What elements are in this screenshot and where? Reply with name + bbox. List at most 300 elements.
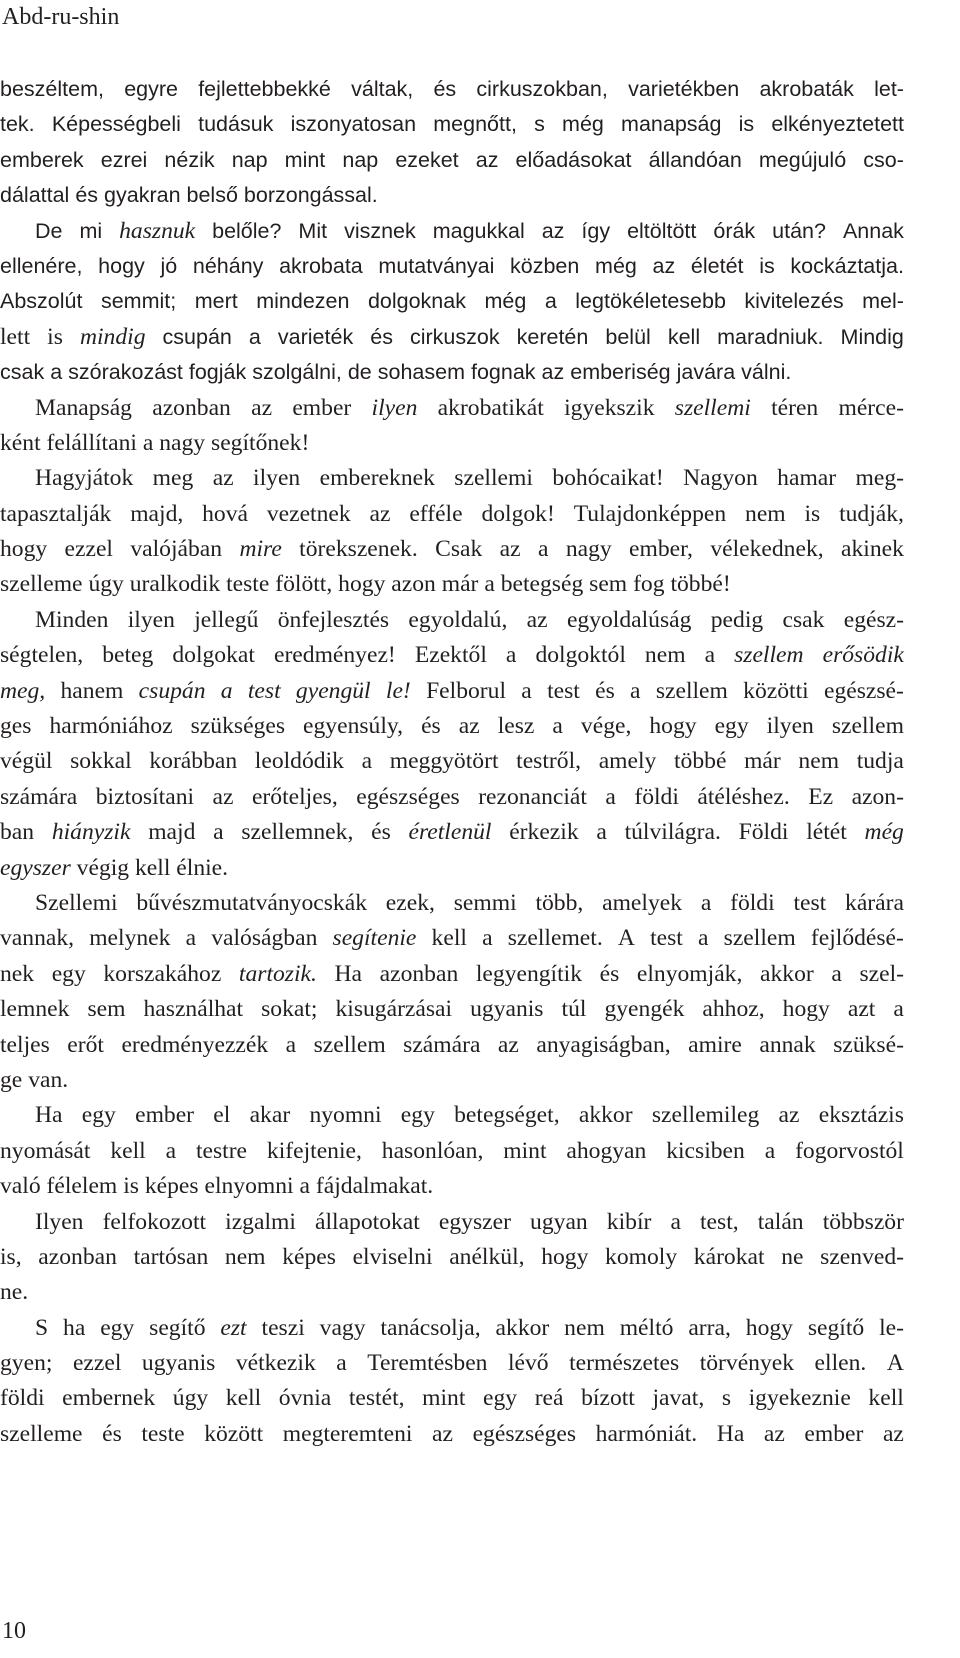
- word: harmóniához: [49, 713, 173, 740]
- word: kell: [868, 1385, 904, 1412]
- word: szüksé-: [833, 1031, 904, 1058]
- word: az: [526, 606, 548, 633]
- word: bohócaikat!: [552, 465, 664, 492]
- word: tapasztalják: [0, 500, 112, 527]
- page-number: 10: [2, 1618, 26, 1644]
- word: a: [670, 1208, 681, 1235]
- word: pedig: [710, 606, 764, 633]
- word: gyengék: [604, 996, 685, 1023]
- word: átéléshez.: [697, 783, 790, 810]
- word: hová: [202, 500, 248, 527]
- word: dolgokat: [172, 642, 255, 669]
- word: a: [893, 996, 904, 1023]
- word: nézik: [164, 147, 215, 172]
- word: Csak: [435, 536, 483, 563]
- word: így: [581, 218, 611, 243]
- word: vélekednek,: [710, 536, 824, 563]
- word: nap: [231, 147, 268, 172]
- word: test,: [700, 1208, 739, 1235]
- word: életét: [690, 253, 744, 278]
- text-line: [0, 355, 904, 390]
- word: sokat;: [261, 996, 318, 1023]
- word: akrobaták: [759, 77, 854, 101]
- word: csak: [0, 360, 45, 385]
- word: ilyen: [371, 394, 418, 421]
- word: vagy: [319, 1314, 366, 1341]
- word: hiányzik: [51, 819, 131, 846]
- word: elviselni: [352, 1243, 433, 1270]
- word: ban: [0, 819, 35, 846]
- word: az: [763, 1420, 785, 1447]
- word: Hagyjátok: [35, 465, 134, 492]
- word: fejlődésé-: [810, 925, 904, 952]
- word: test: [247, 677, 281, 704]
- text-line: [0, 214, 904, 249]
- word: testről,: [516, 748, 582, 775]
- word: vétkezik: [235, 1350, 316, 1377]
- word: segítő: [807, 1314, 865, 1341]
- word: szelleme: [0, 1420, 83, 1447]
- word: fejlettebbekké: [198, 77, 331, 101]
- word: fájdalmakat.: [315, 1173, 434, 1200]
- word: túl: [561, 996, 587, 1023]
- word: lemnek: [0, 996, 70, 1023]
- text-line: [0, 426, 904, 461]
- text-line: [0, 744, 904, 779]
- word: az: [432, 1420, 453, 1447]
- word: után?: [772, 218, 826, 243]
- word: hogy: [782, 996, 830, 1023]
- word: és: [371, 819, 391, 846]
- word: egy: [100, 1314, 135, 1341]
- word: az: [541, 360, 565, 385]
- word: lévő: [507, 1350, 549, 1377]
- word: és: [370, 324, 393, 349]
- text-line: [0, 709, 904, 744]
- word: Tulajdonképpen: [573, 500, 727, 527]
- word: csupán: [138, 677, 206, 704]
- word: egészsé-: [823, 677, 904, 704]
- word: azonban: [379, 960, 459, 987]
- word: állandóan: [648, 147, 742, 172]
- word: belül: [605, 324, 651, 349]
- word: jellegű: [194, 606, 259, 633]
- word: a: [285, 1031, 297, 1058]
- word: és: [421, 713, 441, 740]
- word: teste: [226, 571, 270, 598]
- word: egyszer: [438, 1208, 511, 1235]
- word: Földi: [738, 819, 789, 846]
- word: a: [596, 819, 607, 846]
- word: szellemnek,: [241, 819, 354, 846]
- text-line: [0, 1028, 904, 1063]
- word: Mindig: [840, 324, 904, 349]
- word: közben: [510, 253, 580, 278]
- word: ge: [0, 1066, 23, 1093]
- word: számára: [0, 783, 78, 810]
- word: a: [484, 571, 495, 598]
- word: majd: [148, 819, 196, 846]
- word: mel-: [862, 289, 904, 314]
- word: hamar: [777, 465, 837, 492]
- word: úgy: [88, 571, 124, 598]
- word: egy: [81, 1102, 116, 1129]
- word: az: [251, 394, 273, 421]
- word: keretén: [516, 324, 589, 349]
- word: képes: [282, 1243, 336, 1270]
- word: reá: [534, 1385, 564, 1412]
- word: gyakran: [104, 183, 181, 208]
- word: kell: [667, 324, 701, 349]
- word: semmi: [453, 889, 517, 916]
- word: kicsiben: [666, 1137, 745, 1164]
- word: betegséget,: [454, 1102, 560, 1129]
- word: a: [704, 642, 716, 669]
- word: a: [50, 360, 63, 385]
- word: a: [299, 1173, 310, 1200]
- word: komoly: [605, 1243, 678, 1270]
- word: fog: [633, 571, 665, 598]
- word: félelem: [46, 1173, 118, 1200]
- word: bűvészmutatványocskák: [136, 889, 367, 916]
- word: magukkal: [432, 218, 525, 243]
- word: lesz: [497, 713, 535, 740]
- word: az: [497, 1031, 519, 1058]
- word: annak: [759, 1031, 816, 1058]
- word: nyomni: [309, 1102, 382, 1129]
- text-line: [0, 1311, 904, 1346]
- word: egyensúly,: [303, 713, 404, 740]
- word: azonban: [152, 394, 231, 421]
- word: ilyen: [253, 465, 301, 492]
- word: majd,: [130, 500, 184, 527]
- word: bízott: [581, 1385, 635, 1412]
- word: kell: [225, 1385, 262, 1412]
- word: egy: [714, 713, 749, 740]
- text-line: [0, 1381, 904, 1416]
- word: belső: [186, 183, 238, 208]
- word: hogy: [649, 713, 697, 740]
- word: ezzel: [72, 1350, 122, 1377]
- word: visznek: [344, 218, 416, 243]
- word: belőle?: [212, 218, 282, 243]
- word: mint: [284, 147, 326, 172]
- word: órák: [713, 218, 756, 243]
- word: szükséges: [190, 713, 286, 740]
- word: sokkal: [70, 748, 132, 775]
- word: és: [75, 183, 99, 208]
- word: legyengítik: [475, 960, 583, 987]
- word: egész-: [843, 606, 904, 633]
- word: méltó: [619, 1314, 674, 1341]
- word: De: [35, 218, 63, 243]
- word: a: [521, 677, 532, 704]
- word: használhat: [143, 996, 244, 1023]
- word: akkor: [760, 960, 814, 987]
- word: amely: [598, 748, 657, 775]
- word: szellemet.: [507, 925, 603, 952]
- text-line: [0, 603, 904, 638]
- word: a: [698, 925, 709, 952]
- word: mindig: [79, 323, 146, 350]
- word: ilyen: [766, 713, 814, 740]
- word: állapotokat: [315, 1208, 420, 1235]
- word: nem: [224, 1243, 266, 1270]
- word: nem: [564, 1314, 605, 1341]
- word: korábban: [149, 748, 238, 775]
- text-line: [0, 1098, 904, 1133]
- word: egyre: [124, 77, 178, 101]
- text-line: [0, 992, 904, 1027]
- word: a: [764, 1137, 776, 1164]
- word: cirkuszokban,: [476, 77, 608, 101]
- word: melynek: [89, 925, 171, 952]
- word: akkor: [578, 1102, 633, 1129]
- text-line: [0, 107, 904, 142]
- text-line: [0, 1063, 904, 1098]
- word: ha: [63, 1314, 86, 1341]
- word: test: [547, 677, 580, 704]
- word: tudják,: [839, 500, 904, 527]
- word: Teremtésben: [367, 1350, 488, 1377]
- word: óvnia: [278, 1385, 332, 1412]
- word: meg,: [0, 677, 46, 704]
- word: nagy: [159, 429, 206, 456]
- word: egészséges: [356, 783, 460, 810]
- word: mire: [239, 536, 282, 563]
- word: segítő: [149, 1314, 206, 1341]
- word: el: [213, 1102, 231, 1129]
- word: ilyen: [127, 606, 175, 633]
- text-line: [0, 1205, 904, 1240]
- word: elkényeztetett: [771, 112, 904, 137]
- word: egyoldalúság: [566, 606, 692, 633]
- word: tanácsolja,: [380, 1314, 481, 1341]
- word: a: [336, 1350, 347, 1377]
- word: többé: [674, 748, 727, 775]
- word: a: [165, 1137, 177, 1164]
- word: egy: [51, 960, 86, 987]
- text-line: [0, 1417, 904, 1452]
- word: kisugárzásai: [335, 996, 453, 1023]
- text-line: [0, 1169, 904, 1204]
- word: de: [347, 360, 372, 385]
- word: Ez: [808, 783, 834, 810]
- word: lett: [0, 323, 31, 350]
- word: is: [738, 112, 755, 137]
- word: néhány: [192, 253, 264, 278]
- word: akinek: [841, 536, 904, 563]
- text-line: [0, 957, 904, 992]
- word: a: [185, 925, 197, 952]
- word: kifejtenie,: [266, 1137, 362, 1164]
- word: Annak: [842, 218, 904, 243]
- word: ellenére,: [0, 253, 83, 278]
- word: nem: [745, 500, 786, 527]
- word: Ha: [716, 1420, 745, 1447]
- word: meggyötört: [389, 748, 499, 775]
- word: is,: [0, 1243, 22, 1270]
- text-line: [0, 1134, 904, 1169]
- word: igyekszik: [564, 394, 655, 421]
- word: előadásokat: [515, 147, 632, 172]
- word: és: [102, 1420, 122, 1447]
- word: hogy: [0, 536, 48, 563]
- word: azonban: [38, 1243, 117, 1270]
- text-line: [0, 674, 904, 709]
- word: Manapság: [35, 394, 132, 421]
- word: teszi: [261, 1314, 305, 1341]
- word: embereknek: [319, 465, 435, 492]
- word: képes: [144, 1173, 199, 1200]
- word: ges: [0, 713, 32, 740]
- word: igyekeznie: [748, 1385, 851, 1412]
- word: eredményez!: [273, 642, 396, 669]
- word: Ilyen: [35, 1208, 84, 1235]
- word: korszakához: [103, 960, 222, 987]
- word: Nagyon: [683, 465, 758, 492]
- word: fölött,: [275, 571, 333, 598]
- word: semmit;: [100, 289, 177, 314]
- word: is: [47, 323, 63, 350]
- word: jó: [160, 253, 178, 278]
- word: Mit: [298, 218, 328, 243]
- body-text: [0, 72, 904, 1452]
- word: ezt: [220, 1314, 247, 1341]
- word: és: [595, 677, 615, 704]
- word: már: [441, 571, 479, 598]
- word: már: [744, 748, 781, 775]
- word: is: [804, 500, 821, 527]
- word: eksztázis: [818, 1102, 904, 1129]
- word: embernek: [62, 1385, 156, 1412]
- word: még: [595, 253, 637, 278]
- word: szenved-: [820, 1243, 904, 1270]
- word: kárára: [845, 889, 904, 916]
- word: törekszenek.: [299, 536, 418, 563]
- word: természetes: [569, 1350, 680, 1377]
- word: Szellemi: [35, 889, 118, 916]
- word: mert: [194, 289, 238, 314]
- word: ember: [135, 1102, 195, 1129]
- word: több,: [535, 889, 584, 916]
- word: élnie.: [176, 854, 229, 881]
- word: amelyek: [602, 889, 683, 916]
- word: nap: [342, 147, 379, 172]
- word: varietékben: [628, 77, 740, 101]
- text-line: [0, 886, 904, 921]
- word: az: [652, 253, 676, 278]
- word: hogy: [98, 253, 145, 278]
- word: ként: [0, 429, 41, 456]
- word: teste: [141, 1420, 185, 1447]
- word: vége,: [580, 713, 632, 740]
- word: sohasem: [377, 360, 465, 385]
- word: létét: [806, 819, 847, 846]
- word: szellem: [734, 642, 804, 669]
- word: testre: [195, 1137, 248, 1164]
- word: leoldódik: [254, 748, 344, 775]
- word: hasonlóan,: [381, 1137, 484, 1164]
- word: vezetnek: [266, 500, 351, 527]
- word: az: [212, 465, 234, 492]
- word: manapság: [621, 112, 722, 137]
- text-line: [0, 532, 904, 567]
- word: mint: [422, 1385, 466, 1412]
- word: amire: [688, 1031, 742, 1058]
- word: téren: [771, 394, 819, 421]
- word: cso-: [863, 147, 904, 172]
- word: test: [793, 889, 827, 916]
- word: ember: [292, 394, 352, 421]
- text-line: [0, 391, 904, 426]
- text-line: [0, 320, 904, 355]
- word: S: [35, 1314, 49, 1341]
- word: ugyanis: [470, 996, 544, 1023]
- word: kibír: [606, 1208, 652, 1235]
- word: akkor: [495, 1314, 550, 1341]
- word: harmóniát.: [595, 1420, 698, 1447]
- word: s: [721, 1385, 732, 1412]
- word: beszéltem,: [0, 77, 104, 101]
- word: úgy: [172, 1385, 209, 1412]
- word: számára: [403, 1031, 481, 1058]
- word: legtökéletesebb: [575, 289, 726, 314]
- word: betegség: [500, 571, 584, 598]
- word: többször: [822, 1208, 904, 1235]
- word: ezzel: [64, 536, 113, 563]
- text-line: [0, 780, 904, 815]
- word: anyagiságban,: [536, 1031, 671, 1058]
- word: hanem: [60, 677, 124, 704]
- word: test: [650, 925, 683, 952]
- word: az: [212, 783, 234, 810]
- word: az: [541, 218, 565, 243]
- word: hasznuk: [119, 217, 196, 244]
- word: talán: [757, 1208, 804, 1235]
- word: azon: [391, 571, 436, 598]
- word: dolgoktól: [535, 642, 626, 669]
- word: a: [220, 677, 233, 704]
- word: fognak: [470, 360, 536, 385]
- word: egyszer: [0, 854, 71, 881]
- word: a: [630, 677, 641, 704]
- text-line: [0, 1346, 904, 1381]
- word: gyengül: [295, 677, 371, 704]
- word: let-: [874, 77, 904, 101]
- word: Ha: [334, 960, 363, 987]
- word: megteremteni: [282, 1420, 413, 1447]
- word: ahogyan: [566, 1137, 647, 1164]
- word: dolgoknak: [367, 289, 466, 314]
- word: a: [361, 748, 373, 775]
- word: tudásuk: [198, 112, 274, 137]
- word: valójában: [130, 536, 223, 563]
- word: Abszolút: [0, 289, 83, 314]
- word: tek.: [0, 112, 35, 137]
- word: a: [700, 889, 712, 916]
- word: váltak,: [351, 77, 414, 101]
- word: a: [831, 960, 842, 987]
- word: a: [248, 324, 261, 349]
- word: szellemi: [454, 465, 533, 492]
- word: megújuló: [758, 147, 847, 172]
- word: hogy: [745, 1314, 793, 1341]
- text-line: [0, 1240, 904, 1275]
- word: rezonanciát: [478, 783, 587, 810]
- word: szelleme: [0, 571, 83, 598]
- word: Ezektől: [414, 642, 487, 669]
